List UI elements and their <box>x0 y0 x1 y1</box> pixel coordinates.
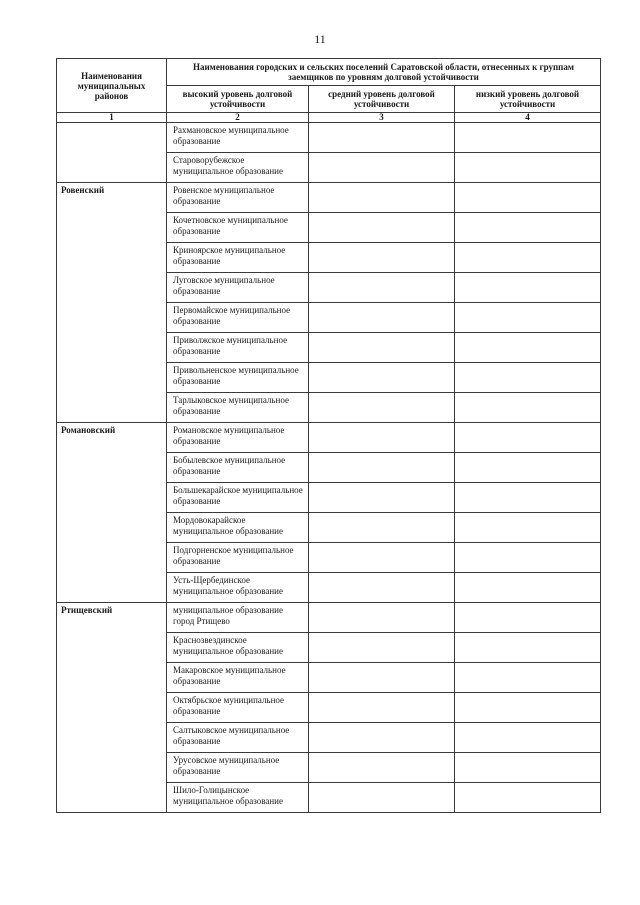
table-row <box>57 603 601 633</box>
settlement-name: Краснозвездинское муниципальное образование <box>167 633 309 663</box>
medium-level-cell <box>309 393 455 423</box>
settlements-table <box>56 58 601 813</box>
medium-level-cell <box>309 603 455 633</box>
table-row <box>57 423 601 453</box>
settlement-name: Приволжское муниципальное образование <box>167 333 309 363</box>
low-level-cell <box>455 543 601 573</box>
header-number-3: 3 <box>309 113 455 123</box>
header-number-2: 2 <box>167 113 309 123</box>
medium-level-cell <box>309 453 455 483</box>
low-level-cell <box>455 723 601 753</box>
settlement-name: Салтыковское муниципальное образование <box>167 723 309 753</box>
medium-level-cell <box>309 483 455 513</box>
settlement-name: Октябрьское муниципальное образование <box>167 693 309 723</box>
medium-level-cell <box>309 333 455 363</box>
settlement-name: Луговское муниципальное образование <box>167 273 309 303</box>
settlement-name: Подгорненское муниципальное образование <box>167 543 309 573</box>
low-level-cell <box>455 693 601 723</box>
settlement-name: Криноярское муниципальное образование <box>167 243 309 273</box>
medium-level-cell <box>309 303 455 333</box>
settlement-name: Романовское муниципальное образование <box>167 423 309 453</box>
settlement-name: Рахмановское муниципальное образование <box>167 123 309 153</box>
low-level-cell <box>455 633 601 663</box>
district-name <box>57 123 167 183</box>
low-level-cell <box>455 243 601 273</box>
settlement-name: Шило-Голицынское муниципальное образование <box>167 783 309 813</box>
low-level-cell <box>455 783 601 813</box>
settlement-name: Урусовское муниципальное образование <box>167 753 309 783</box>
low-level-cell <box>455 573 601 603</box>
settlement-name: Привольненское муниципальное образование <box>167 363 309 393</box>
medium-level-cell <box>309 753 455 783</box>
low-level-cell <box>455 753 601 783</box>
table-body <box>57 123 601 813</box>
medium-level-cell <box>309 183 455 213</box>
header-number-4: 4 <box>455 113 601 123</box>
low-level-cell <box>455 423 601 453</box>
medium-level-cell <box>309 213 455 243</box>
low-level-cell <box>455 663 601 693</box>
low-level-cell <box>455 333 601 363</box>
settlement-name: Большекарайское муниципальное образование <box>167 483 309 513</box>
settlement-name: Кочетновское муниципальное образование <box>167 213 309 243</box>
settlement-name: Бобылевское муниципальное образование <box>167 453 309 483</box>
header-low-level: низкий уровень долговой устойчивости <box>455 86 601 113</box>
settlement-name: Усть-Щербединское муниципальное образование <box>167 573 309 603</box>
table-row <box>57 123 601 153</box>
medium-level-cell <box>309 513 455 543</box>
settlement-name: Мордовокарайское муниципальное образование <box>167 513 309 543</box>
header-high-level: высокий уровень долговой устойчивости <box>167 86 309 113</box>
settlement-name: Ровенское муниципальное образование <box>167 183 309 213</box>
low-level-cell <box>455 513 601 543</box>
page-number: 11 <box>314 32 326 46</box>
low-level-cell <box>455 483 601 513</box>
low-level-cell <box>455 603 601 633</box>
settlement-name: Тарлыковское муниципальное образование <box>167 393 309 423</box>
medium-level-cell <box>309 123 455 153</box>
medium-level-cell <box>309 243 455 273</box>
table-header <box>57 59 601 123</box>
low-level-cell <box>455 273 601 303</box>
medium-level-cell <box>309 573 455 603</box>
low-level-cell <box>455 303 601 333</box>
medium-level-cell <box>309 783 455 813</box>
medium-level-cell <box>309 423 455 453</box>
medium-level-cell <box>309 273 455 303</box>
settlement-name: Первомайское муниципальное образование <box>167 303 309 333</box>
settlement-name: муниципальное образование город Ртищево <box>167 603 309 633</box>
medium-level-cell <box>309 633 455 663</box>
low-level-cell <box>455 393 601 423</box>
district-name: Ртищевский <box>57 603 167 813</box>
low-level-cell <box>455 183 601 213</box>
medium-level-cell <box>309 153 455 183</box>
low-level-cell <box>455 123 601 153</box>
header-number-1: 1 <box>57 113 167 123</box>
medium-level-cell <box>309 363 455 393</box>
header-districts: Наименования муниципальных районов <box>57 59 167 113</box>
district-name: Ровенский <box>57 183 167 423</box>
settlement-name: Макаровское муниципальное образование <box>167 663 309 693</box>
table-row <box>57 183 601 213</box>
medium-level-cell <box>309 723 455 753</box>
settlement-name: Староворубежское муниципальное образование <box>167 153 309 183</box>
header-medium-level: средний уровень долговой устойчивости <box>309 86 455 113</box>
header-group: Наименования городских и сельских поселений Саратовской области, отнесенных к группам заемщиков по уровням долговой устойчивости <box>167 59 601 86</box>
low-level-cell <box>455 453 601 483</box>
low-level-cell <box>455 363 601 393</box>
medium-level-cell <box>309 663 455 693</box>
low-level-cell <box>455 213 601 243</box>
medium-level-cell <box>309 543 455 573</box>
low-level-cell <box>455 153 601 183</box>
district-name: Романовский <box>57 423 167 603</box>
medium-level-cell <box>309 693 455 723</box>
